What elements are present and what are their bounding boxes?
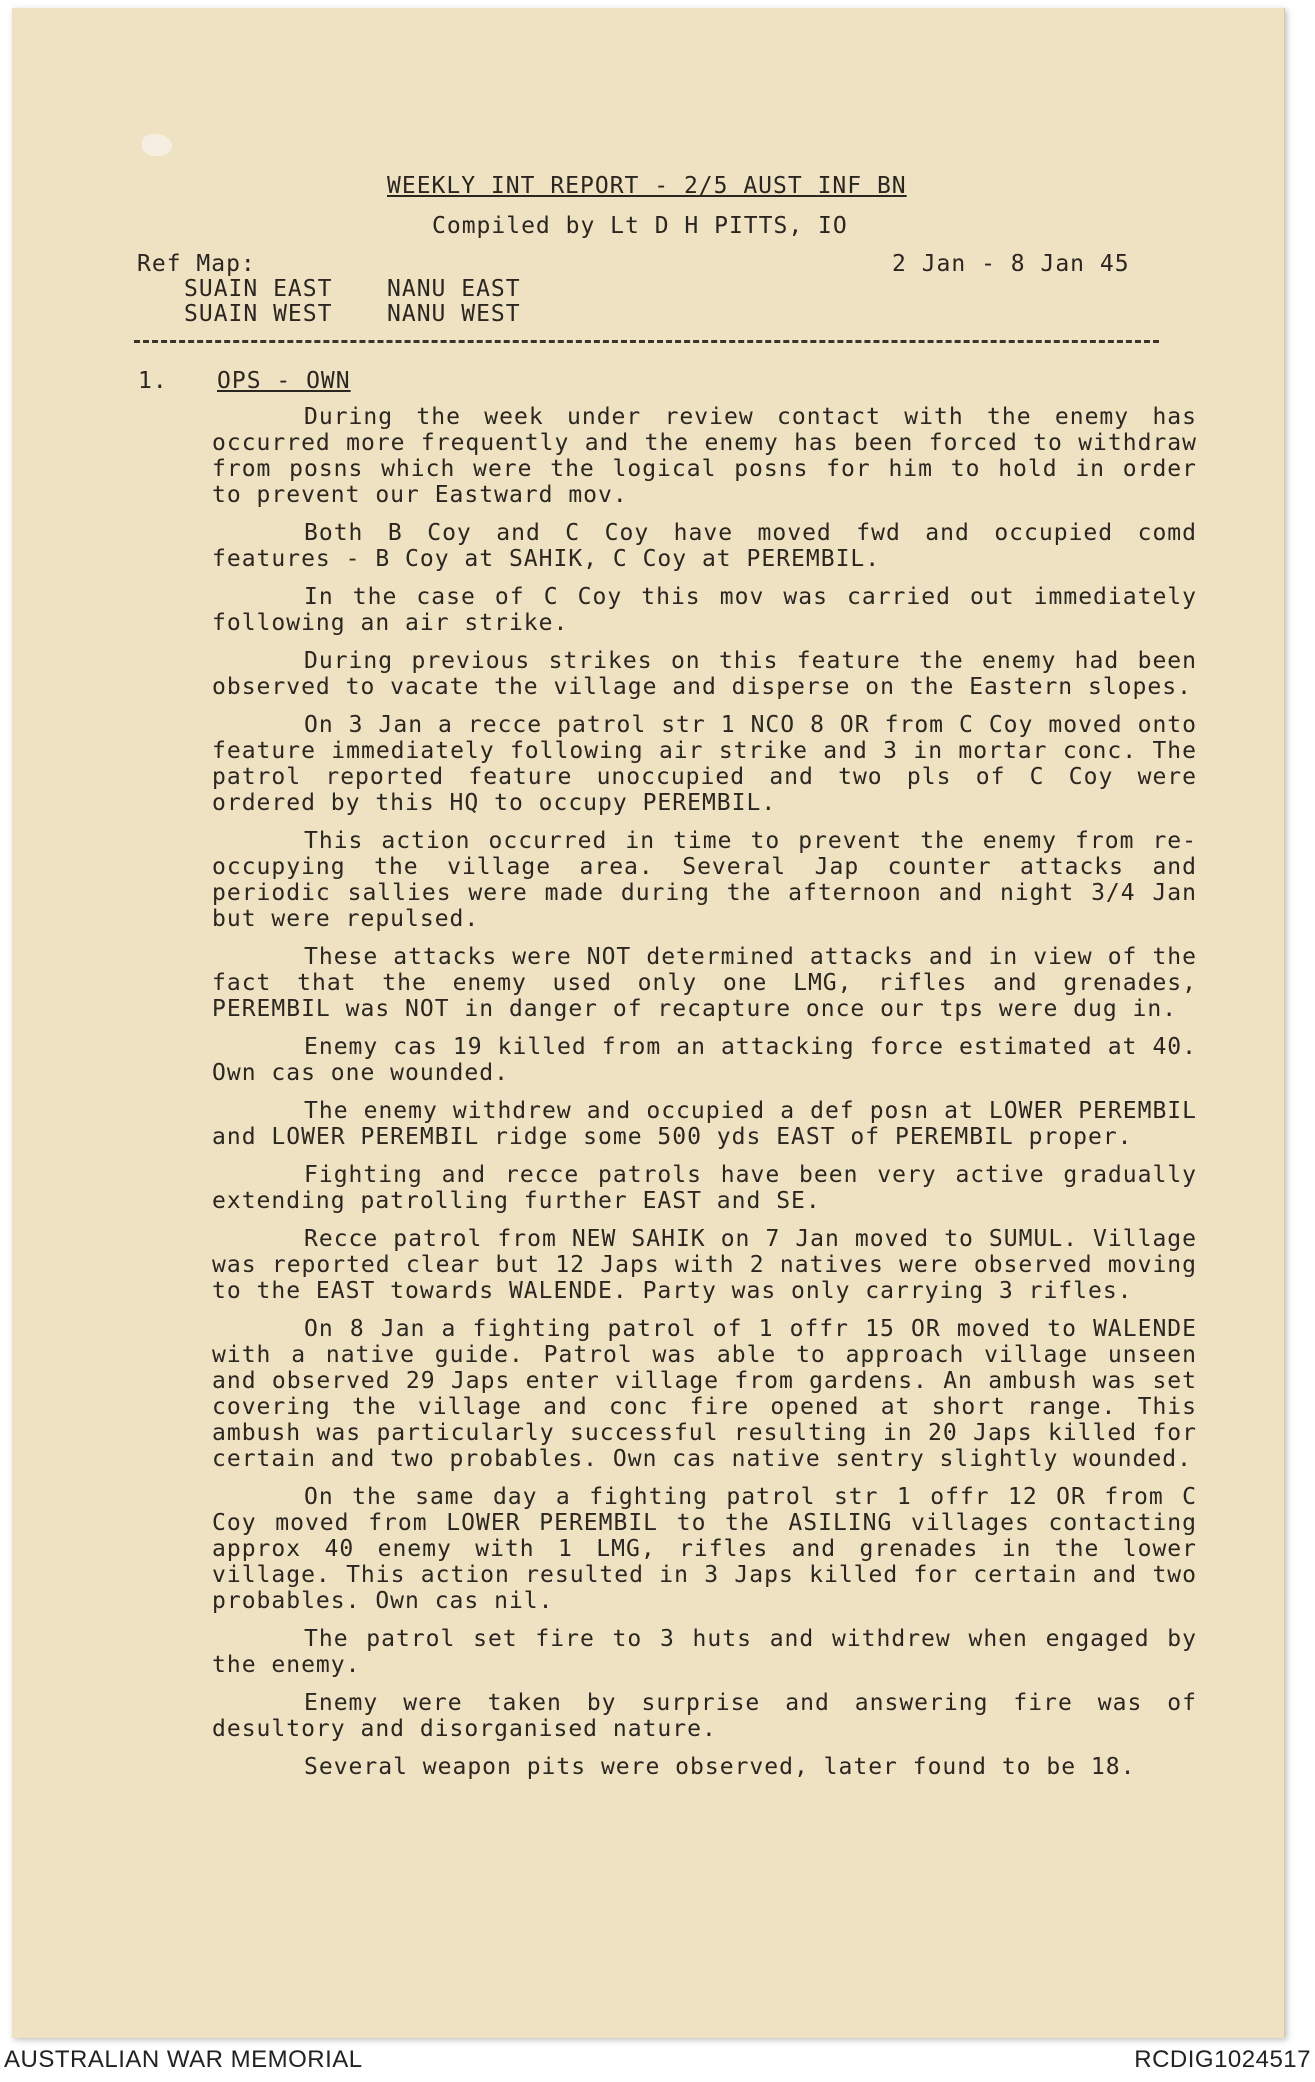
section-number: 1.: [138, 368, 168, 394]
footer-id: RCDIG1024517: [1134, 2046, 1311, 2073]
map-suain-west: SUAIN WEST: [184, 301, 333, 327]
paragraph: Recce patrol from NEW SAHIK on 7 Jan moved to SUMUL. Village was reported clear but 12 Japs with 2 natives were observed moving to the EAST towards WALENDE. Party was only carrying 3 rifles.: [212, 1226, 1197, 1304]
compiled-by: Compiled by Lt D H PITTS, IO: [432, 213, 848, 239]
paragraph: Several weapon pits were observed, later found to be 18.: [304, 1754, 1136, 1780]
divider-rule: [134, 340, 1159, 343]
report-body: [212, 404, 1197, 1792]
map-nanu-west: NANU WEST: [387, 301, 521, 327]
paragraph: Enemy cas 19 killed from an attacking force estimated at 40. Own cas one wounded.: [212, 1034, 1197, 1086]
paragraph: Fighting and recce patrols have been very active gradually extending patrolling further EAST and SE.: [212, 1162, 1197, 1214]
paragraph: Both B Coy and C Coy have moved fwd and occupied comd features - B Coy at SAHIK, C Coy at PEREMBIL.: [212, 520, 1197, 572]
paragraph: During the week under review contact with the enemy has occurred more frequently and the enemy has been forced to withdraw from posns which were the logical posns for him to hold in order to prevent our Eastward mov.: [212, 404, 1197, 508]
ref-map-label: Ref Map:: [137, 251, 256, 277]
footer-source: AUSTRALIAN WAR MEMORIAL: [4, 2046, 363, 2073]
map-nanu-east: NANU EAST: [387, 276, 521, 302]
paragraph: The enemy withdrew and occupied a def posn at LOWER PEREMBIL and LOWER PEREMBIL ridge some 500 yds EAST of PEREMBIL proper.: [212, 1098, 1197, 1150]
paragraph: This action occurred in time to prevent the enemy from re-occupying the village area. Several Jap counter attacks and periodic sallies were made during the afternoon and night 3/4 Jan but were repulsed.: [212, 828, 1197, 932]
paragraph: On the same day a fighting patrol str 1 offr 12 OR from C Coy moved from LOWER PEREMBIL to the ASILING villages contacting approx 40 enemy with 1 LMG, rifles and grenades in the lower village. This action resulted in 3 Japs killed for certain and two probables. Own cas nil.: [212, 1484, 1197, 1614]
paragraph: On 8 Jan a fighting patrol of 1 offr 15 OR moved to WALENDE with a native guide. Patrol was able to approach village unseen and observed 29 Japs enter village from gardens. An ambush was set covering the village and conc fire opened at short range. This ambush was particularly successful resulting in 20 Japs killed for certain and two probables. Own cas native sentry slightly wounded.: [212, 1316, 1197, 1472]
map-suain-east: SUAIN EAST: [184, 276, 333, 302]
paragraph: On 3 Jan a recce patrol str 1 NCO 8 OR from C Coy moved onto feature immediately following air strike and 3 in mortar conc. The patrol reported feature unoccupied and two pls of C Coy were ordered by this HQ to occupy PEREMBIL.: [212, 712, 1197, 816]
section-title: OPS - OWN: [217, 368, 351, 394]
paragraph: Enemy were taken by surprise and answering fire was of desultory and disorganised nature.: [212, 1690, 1197, 1742]
paragraph: The patrol set fire to 3 huts and withdrew when engaged by the enemy.: [212, 1626, 1197, 1678]
paragraph: During previous strikes on this feature the enemy had been observed to vacate the village and disperse on the Eastern slopes.: [212, 648, 1197, 700]
document-page: [12, 8, 1285, 2038]
paragraph: In the case of C Coy this mov was carried out immediately following an air strike.: [212, 584, 1197, 636]
paper-damage-mark: [142, 134, 172, 156]
date-range: 2 Jan - 8 Jan 45: [892, 251, 1130, 277]
report-title: WEEKLY INT REPORT - 2/5 AUST INF BN: [387, 173, 907, 199]
paragraph: These attacks were NOT determined attacks and in view of the fact that the enemy used only one LMG, rifles and grenades, PEREMBIL was NOT in danger of recapture once our tps were dug in.: [212, 944, 1197, 1022]
